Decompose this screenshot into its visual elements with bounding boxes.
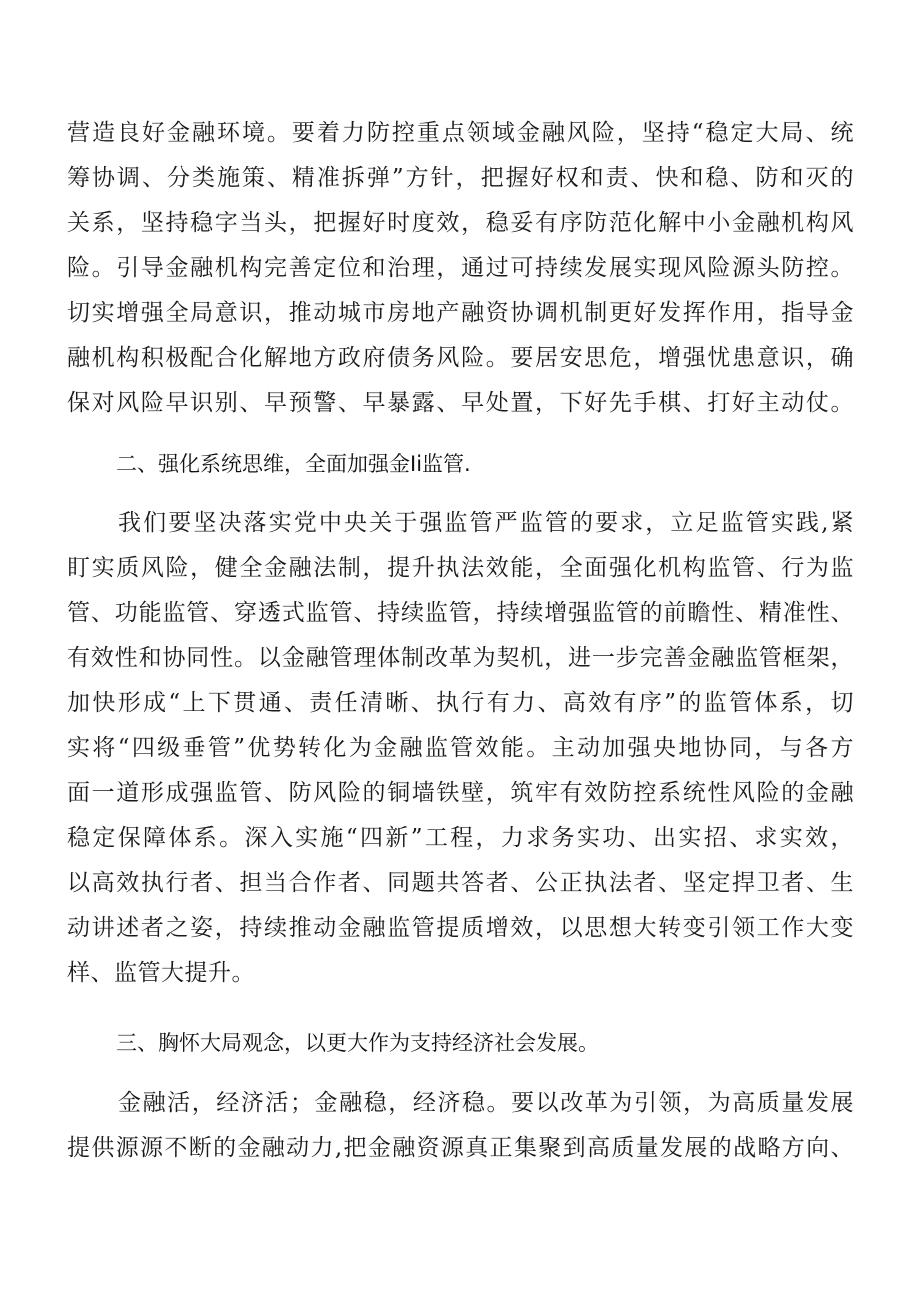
paragraph-line: 面一道形成强监管、防风险的铜墙铁壁，筑牢有效防控系统性风险的金融 [67, 780, 854, 806]
paragraph-line: 保对风险早识别、早预警、早暴露、早处置，下好先手棋、打好主动仗。 [67, 390, 854, 416]
paragraph-line: 管、功能监管、穿透式监管、持续监管，持续增强监管的前瞻性、精准性、 [67, 600, 854, 626]
paragraph-line: 筹协调、分类施策、精准拆弹”方针，把握好权和责、快和稳、防和灭的 [67, 165, 854, 191]
paragraph-line: 金融活，经济活；金融稳，经济稳。要以改革为引领，为高质量发展 [118, 1090, 854, 1116]
paragraph-line: 关系，坚持稳字当头，把握好时度效，稳妥有序防范化解中小金融机构风 [67, 210, 854, 236]
paragraph-line: 有效性和协同性。以金融管理体制改革为契机，进一步完善金融监管框架， [67, 645, 854, 671]
paragraph-line: 实将“四级垂管”优势转化为金融监管效能。主动加强央地协同，与各方 [67, 735, 854, 761]
paragraph-line: 样、监管大提升。 [67, 960, 255, 986]
paragraph-line: 盯实质风险，健全金融法制，提升执法效能，全面强化机构监管、行为监 [67, 555, 854, 581]
paragraph-line: 动讲述者之姿，持续推动金融监管提质增效，以思想大转变引领工作大变 [67, 915, 854, 941]
paragraph-line: 险。引导金融机构完善定位和治理，通过可持续发展实现风险源头防控。 [67, 255, 854, 281]
paragraph-line: 加快形成“上下贯通、责任清晰、执行有力、高效有序”的监管体系，切 [67, 690, 854, 716]
section-heading-2: 二、强化系统思维，全面加强金Ii监管. [116, 452, 471, 476]
paragraph-line: 我们要坚决落实党中央关于强监管严监管的要求，立足监管实践,紧 [118, 510, 854, 536]
section-heading-3: 三、胸怀大局观念，以更大作为支持经济社会发展。 [116, 1031, 599, 1055]
paragraph-line: 营造良好金融环境。要着力防控重点领域金融风险，坚持“稳定大局、统 [67, 120, 854, 146]
paragraph-line: 稳定保障体系。深入实施“四新”工程，力求务实功、出实招、求实效， [67, 825, 854, 851]
paragraph-line: 以高效执行者、担当合作者、同题共答者、公正执法者、坚定捍卫者、生 [67, 870, 854, 896]
paragraph-line: 提供源源不断的金融动力,把金融资源真正集聚到高质量发展的战略方向、 [67, 1135, 854, 1161]
paragraph-line: 切实增强全局意识，推动城市房地产融资协调机制更好发挥作用，指导金 [67, 300, 854, 326]
paragraph-line: 融机构积极配合化解地方政府债务风险。要居安思危，增强忧患意识，确 [67, 345, 854, 371]
